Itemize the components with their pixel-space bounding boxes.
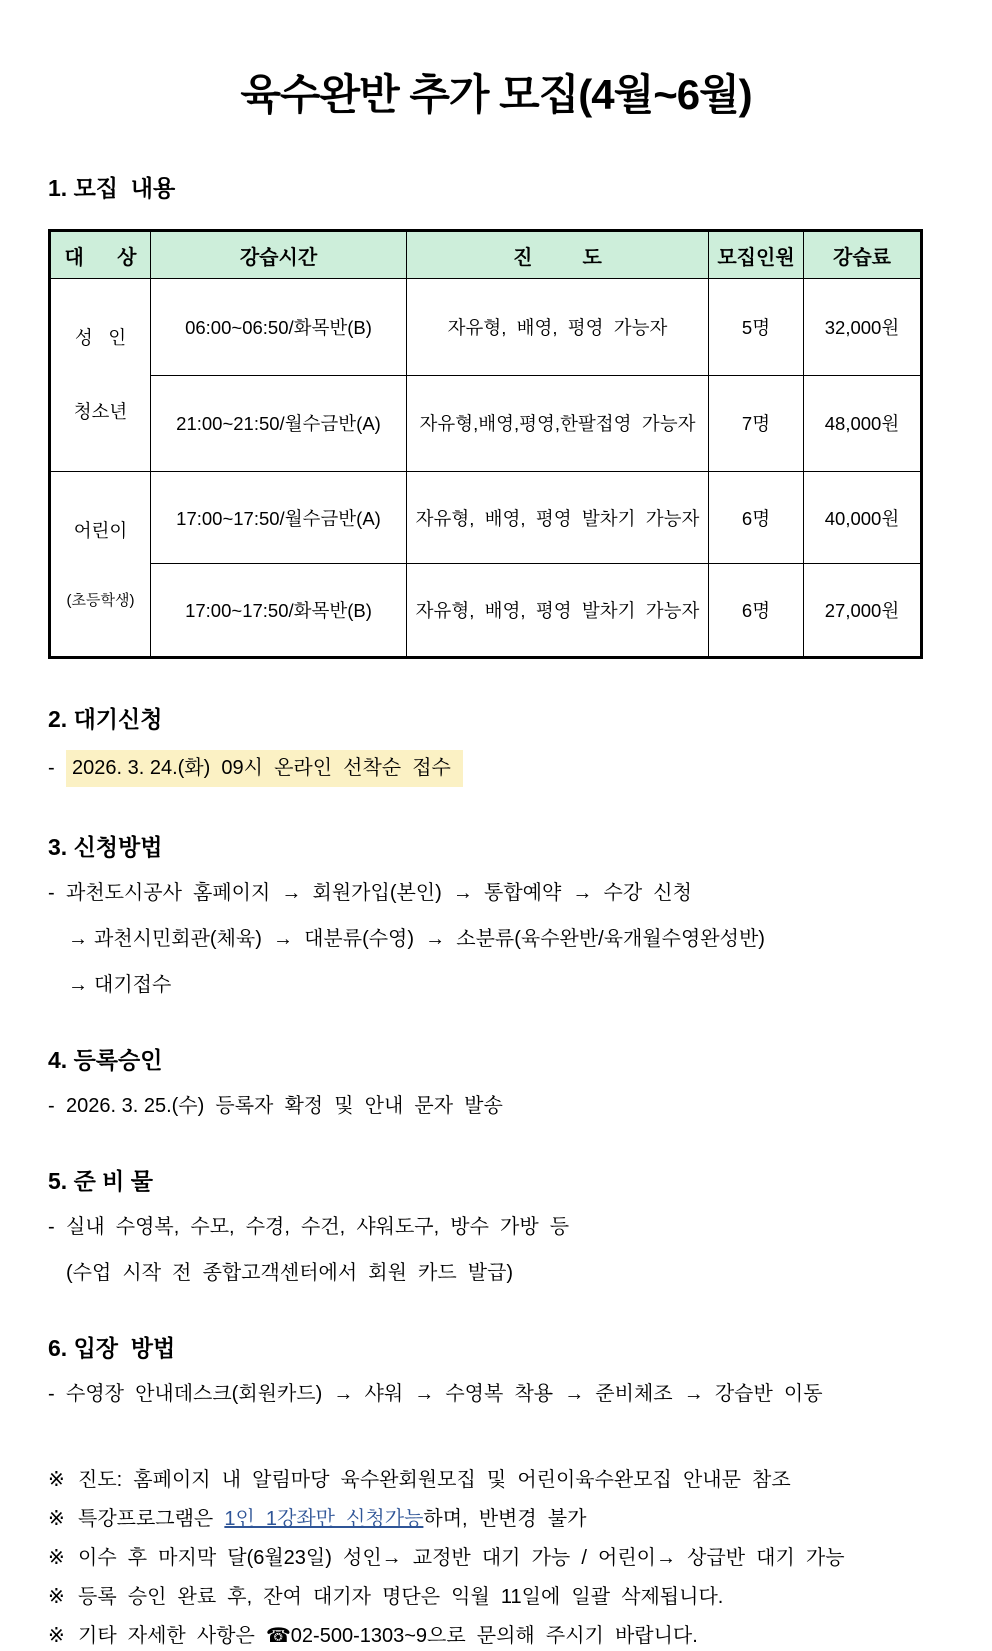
- cell-capacity: 7명: [709, 375, 804, 472]
- section-entry-method: [48, 1330, 944, 1409]
- cell-level: 자유형, 배영, 평영 발차기 가능자: [407, 564, 709, 658]
- target-children-sublabel: (초등학생): [66, 592, 135, 609]
- notes-block: [48, 1465, 944, 1651]
- col-header-fee: 강습료: [804, 231, 922, 279]
- section-heading-5: 5. 준 비 물: [48, 1168, 154, 1194]
- approval-date-line: [48, 1091, 944, 1121]
- note-prefix: 특강프로그램은: [78, 1508, 225, 1530]
- waitlist-date-line: [48, 750, 944, 787]
- section-heading-3: 3. 신청방법: [48, 834, 163, 860]
- section-recruitment-details: [48, 170, 944, 659]
- reference-mark-icon: ※: [48, 1586, 65, 1608]
- section-waitlist-application: [48, 701, 944, 787]
- table-row: [50, 472, 922, 564]
- cell-time: 06:00~06:50/화목반(B): [151, 279, 407, 376]
- cell-time: 17:00~17:50/월수금반(A): [151, 472, 407, 564]
- dash-bullet: -: [48, 1216, 55, 1238]
- cell-capacity: 6명: [709, 564, 804, 658]
- target-youth-label: 청소년: [73, 401, 128, 422]
- entry-steps-line: [48, 1379, 944, 1409]
- application-step-text: 과천시민회관(체육) → 대분류(수영) → 소분류(육수완반/육개월수영완성반): [94, 928, 765, 950]
- approval-date-text: 2026. 3. 25.(수) 등록자 확정 및 안내 문자 발송: [66, 1095, 503, 1117]
- note-suffix: 하며, 반변경 불가: [423, 1508, 587, 1530]
- application-step-text: 대기접수: [94, 974, 172, 996]
- section-heading-4: 4. 등록승인: [48, 1047, 163, 1073]
- section-heading-2: 2. 대기신청: [48, 706, 163, 732]
- cell-time: 21:00~21:50/월수금반(A): [151, 375, 407, 472]
- items-line: [48, 1212, 944, 1242]
- dash-bullet: -: [48, 757, 55, 779]
- cell-capacity: 6명: [709, 472, 804, 564]
- reference-mark-icon: ※: [48, 1547, 65, 1569]
- target-adult-label: 성 인: [74, 327, 127, 348]
- table-row: [50, 375, 922, 472]
- note-contact-phone: [48, 1621, 944, 1651]
- note-progress-reference: [48, 1465, 944, 1495]
- target-cell-adult: [50, 279, 151, 472]
- note-text: 진도: 홈페이지 내 알림마당 육수완회원모집 및 어린이육수완모집 안내문 참조: [78, 1469, 791, 1491]
- cell-level: 자유형, 배영, 평영 가능자: [407, 279, 709, 376]
- recruitment-table: [48, 229, 923, 659]
- target-children-label: 어린이: [73, 520, 128, 541]
- items-note-line: [48, 1258, 944, 1288]
- table-header-row: [50, 231, 922, 279]
- arrow-bullet: →: [68, 928, 88, 950]
- note-completion-waitlist: [48, 1543, 944, 1573]
- cell-fee: 40,000원: [804, 472, 922, 564]
- col-header-level: 진 도: [407, 231, 709, 279]
- col-header-target: 대 상: [50, 231, 151, 279]
- col-header-time: 강습시간: [151, 231, 407, 279]
- application-step-line: [48, 970, 944, 1000]
- cell-time: 17:00~17:50/화목반(B): [151, 564, 407, 658]
- reference-mark-icon: ※: [48, 1625, 65, 1647]
- col-header-capacity: 모집인원: [709, 231, 804, 279]
- dash-bullet: -: [48, 882, 55, 904]
- section-application-method: [48, 829, 944, 1000]
- table-row: [50, 564, 922, 658]
- page-title: 육수완반 추가 모집(4월~6월): [240, 71, 752, 118]
- application-step-text: 과천도시공사 홈페이지 → 회원가입(본인) → 통합예약 → 수강 신청: [66, 882, 692, 904]
- note-text: [78, 1504, 586, 1534]
- section-heading-1: 1. 모집 내용: [48, 175, 176, 201]
- note-text: 이수 후 마지막 달(6월23일) 성인→ 교정반 대기 가능 / 어린이→ 상급반 대기 가능: [78, 1547, 845, 1569]
- cell-fee: 48,000원: [804, 375, 922, 472]
- application-step-line: [48, 878, 944, 908]
- items-note-text: (수업 시작 전 종합고객센터에서 회원 카드 발급): [66, 1262, 514, 1284]
- entry-steps-text: 수영장 안내데스크(회원카드) → 샤워 → 수영복 착용 → 준비체조 → 강습반 이동: [66, 1383, 823, 1405]
- target-cell-children: [50, 472, 151, 658]
- note-text: 기타 자세한 사항은 ☎02-500-1303~9으로 문의해 주시기 바랍니다.: [78, 1625, 698, 1647]
- section-items-to-bring: [48, 1163, 944, 1288]
- cell-capacity: 5명: [709, 279, 804, 376]
- reference-mark-icon: ※: [48, 1508, 65, 1530]
- section-registration-approval: [48, 1042, 944, 1121]
- arrow-bullet: →: [68, 974, 88, 996]
- note-waitlist-deletion: [48, 1582, 944, 1612]
- highlighted-date-text: 2026. 3. 24.(화) 09시 온라인 선착순 접수: [66, 750, 463, 787]
- note-one-course-limit: [48, 1504, 944, 1534]
- dash-bullet: -: [48, 1383, 55, 1405]
- note-text: 등록 승인 완료 후, 잔여 대기자 명단은 익월 11일에 일괄 삭제됩니다.: [78, 1586, 724, 1608]
- section-heading-6: 6. 입장 방법: [48, 1335, 176, 1361]
- cell-level: 자유형, 배영, 평영 발차기 가능자: [407, 472, 709, 564]
- items-text: 실내 수영복, 수모, 수경, 수건, 샤워도구, 방수 가방 등: [66, 1216, 570, 1238]
- application-step-line: [48, 924, 944, 954]
- reference-mark-icon: ※: [48, 1469, 65, 1491]
- cell-level: 자유형,배영,평영,한팔접영 가능자: [407, 375, 709, 472]
- table-row: [50, 279, 922, 376]
- cell-fee: 27,000원: [804, 564, 922, 658]
- one-course-limit-link[interactable]: 1인 1강좌만 신청가능: [224, 1508, 424, 1530]
- cell-fee: 32,000원: [804, 279, 922, 376]
- dash-bullet: -: [48, 1095, 55, 1117]
